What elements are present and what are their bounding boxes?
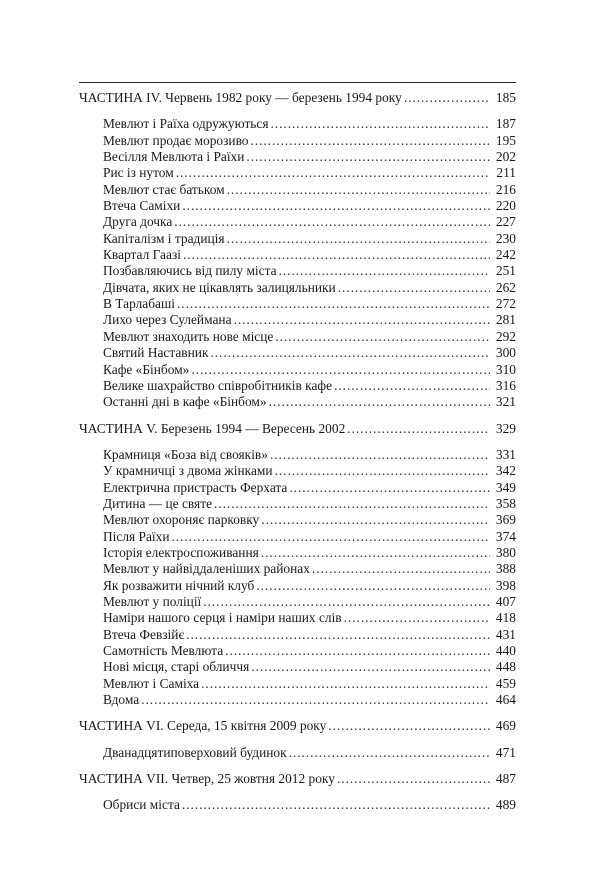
chapter-title: Обриси міста bbox=[103, 797, 180, 813]
toc-part-block bbox=[79, 771, 516, 814]
chapter-title: Наміри нашого серця і наміри наших слів bbox=[103, 610, 342, 626]
page-number: 398 bbox=[495, 577, 516, 593]
toc-chapter-entry bbox=[79, 692, 516, 708]
dot-leader bbox=[172, 529, 491, 545]
dot-leader bbox=[269, 394, 490, 410]
page-number: 471 bbox=[495, 744, 516, 760]
toc-chapter-entry bbox=[79, 676, 516, 692]
dot-leader bbox=[344, 610, 490, 626]
dot-leader bbox=[141, 692, 490, 708]
toc-chapter-entry bbox=[79, 496, 516, 512]
toc-chapter-entry bbox=[79, 394, 516, 410]
toc-chapter-entry bbox=[79, 149, 516, 165]
toc-chapter-entry bbox=[79, 627, 516, 643]
toc-chapter-entry bbox=[79, 745, 516, 761]
chapter-title: В Тарлабаші bbox=[103, 296, 176, 312]
dot-leader bbox=[261, 545, 490, 561]
toc-chapter-entry bbox=[79, 797, 516, 813]
top-rule bbox=[79, 82, 516, 83]
page-number: 202 bbox=[495, 149, 516, 165]
toc-chapter-entry bbox=[79, 329, 516, 345]
dot-leader bbox=[289, 480, 490, 496]
toc-chapter-entry bbox=[79, 378, 516, 394]
page-number: 380 bbox=[495, 544, 516, 560]
page-number: 211 bbox=[496, 165, 516, 181]
toc-chapter-entry bbox=[79, 362, 516, 378]
dot-leader bbox=[337, 771, 490, 787]
toc-chapter-entry bbox=[79, 512, 516, 528]
chapter-title: Дитина — це святе bbox=[103, 495, 213, 511]
toc-part-block bbox=[79, 421, 516, 709]
toc-chapter-entry bbox=[79, 561, 516, 577]
toc-chapter-entry bbox=[79, 133, 516, 149]
dot-leader bbox=[191, 362, 490, 378]
page-number: 487 bbox=[495, 771, 516, 787]
chapter-title: Мевлют стає батьком bbox=[103, 181, 225, 197]
page-number: 342 bbox=[495, 463, 516, 479]
toc-part-entry bbox=[79, 90, 516, 106]
toc-chapter-entry bbox=[79, 463, 516, 479]
part-title: ЧАСТИНА VI. Середа, 15 квітня 2009 року bbox=[79, 718, 327, 734]
chapter-title: Дівчата, яких не цікавлять залицяльники bbox=[103, 279, 336, 295]
page-number: 251 bbox=[495, 263, 516, 279]
page-number: 316 bbox=[495, 377, 516, 393]
page-number: 272 bbox=[495, 296, 516, 312]
page-number: 262 bbox=[495, 279, 516, 295]
dot-leader bbox=[227, 231, 490, 247]
dot-leader bbox=[177, 296, 490, 312]
dot-leader bbox=[174, 214, 490, 230]
chapter-title: Історія електроспоживання bbox=[103, 544, 259, 560]
chapter-title: Лихо через Сулеймана bbox=[103, 312, 232, 328]
dot-leader bbox=[270, 447, 490, 463]
toc-chapter-entry bbox=[79, 345, 516, 361]
toc-chapter-entry bbox=[79, 263, 516, 279]
toc-part-entry bbox=[79, 718, 516, 734]
chapter-title: Електрична пристрасть Ферхата bbox=[103, 479, 288, 495]
toc-part-entry bbox=[79, 421, 516, 437]
chapter-title: Нові місця, старі обличчя bbox=[103, 659, 250, 675]
toc-chapter-entry bbox=[79, 312, 516, 328]
chapter-title: Велике шахрайство співробітників кафе bbox=[103, 377, 333, 393]
toc-chapter-entry bbox=[79, 214, 516, 230]
page-number: 464 bbox=[495, 692, 516, 708]
part-title: ЧАСТИНА V. Березень 1994 — Вересень 2002 bbox=[79, 420, 346, 436]
page-number: 310 bbox=[495, 361, 516, 377]
chapter-title: Як розважити нічний клуб bbox=[103, 577, 255, 593]
chapter-title: Втеча Саміхи bbox=[103, 198, 181, 214]
page-number: 300 bbox=[495, 345, 516, 361]
dot-leader bbox=[251, 133, 491, 149]
part-title: ЧАСТИНА VII. Четвер, 25 жовтня 2012 року bbox=[79, 771, 335, 787]
dot-leader bbox=[176, 165, 490, 181]
chapter-title: Мевлют у найвіддаленіших районах bbox=[103, 561, 310, 577]
page-number: 230 bbox=[495, 230, 516, 246]
dot-leader bbox=[275, 463, 490, 479]
toc-chapter-entry bbox=[79, 165, 516, 181]
chapter-title: Мевлют і Саміха bbox=[103, 675, 200, 691]
page-number: 321 bbox=[495, 394, 516, 410]
chapter-title: Крамниця «Боза від свояків» bbox=[103, 446, 268, 462]
toc-part-entry bbox=[79, 771, 516, 787]
toc-chapter-entry bbox=[79, 280, 516, 296]
page-number: 227 bbox=[495, 214, 516, 230]
dot-leader bbox=[279, 263, 490, 279]
dot-leader bbox=[261, 512, 490, 528]
chapter-title: Кафе «Бінбом» bbox=[103, 361, 190, 377]
toc-chapter-entry bbox=[79, 116, 516, 132]
toc-chapter-entry bbox=[79, 529, 516, 545]
chapter-title: Втеча Февзійє bbox=[103, 626, 185, 642]
dot-leader bbox=[183, 247, 490, 263]
page-number: 431 bbox=[495, 626, 516, 642]
toc-chapter-entry bbox=[79, 198, 516, 214]
dot-leader bbox=[271, 116, 490, 132]
chapter-title: Капіталізм і традиція bbox=[103, 230, 225, 246]
toc-chapter-entry bbox=[79, 610, 516, 626]
dot-leader bbox=[289, 745, 490, 761]
chapter-title: Мевлют і Раїха одружуються bbox=[103, 116, 269, 132]
dot-leader bbox=[256, 578, 490, 594]
chapter-title: Мевлют знаходить нове місце bbox=[103, 328, 274, 344]
page-number: 216 bbox=[495, 181, 516, 197]
dot-leader bbox=[251, 659, 490, 675]
dot-leader bbox=[214, 496, 490, 512]
dot-leader bbox=[201, 676, 490, 692]
page-number: 349 bbox=[495, 479, 516, 495]
page-number: 459 bbox=[495, 675, 516, 691]
chapter-title: Мевлют продає морозиво bbox=[103, 132, 249, 148]
dot-leader bbox=[203, 594, 490, 610]
chapter-title: Самотність Мевлюта bbox=[103, 643, 224, 658]
toc-chapter-entry bbox=[79, 643, 516, 659]
page-number: 388 bbox=[495, 561, 516, 577]
toc-chapter-entry bbox=[79, 231, 516, 247]
chapter-title: Друга дочка bbox=[103, 214, 173, 230]
table-of-contents bbox=[79, 90, 516, 824]
toc-chapter-entry bbox=[79, 447, 516, 463]
chapter-title: Останні дні в кафе «Бінбом» bbox=[103, 394, 267, 410]
page-number: 489 bbox=[495, 797, 516, 813]
chapter-title: Мевлют у поліції bbox=[103, 593, 202, 609]
page-number: 469 bbox=[495, 718, 516, 734]
page-number: 448 bbox=[495, 659, 516, 675]
toc-chapter-entry bbox=[79, 659, 516, 675]
dot-leader bbox=[246, 149, 490, 165]
dot-leader bbox=[182, 797, 490, 813]
part-title: ЧАСТИНА IV. Червень 1982 року — березень 1994 року bbox=[79, 90, 402, 105]
page-number: 292 bbox=[495, 328, 516, 344]
toc-chapter-entry bbox=[79, 247, 516, 263]
dot-leader bbox=[404, 90, 490, 106]
dot-leader bbox=[182, 198, 490, 214]
toc-chapter-entry bbox=[79, 594, 516, 610]
toc-chapter-entry bbox=[79, 545, 516, 561]
page-number: 195 bbox=[495, 132, 516, 148]
chapter-title: Весілля Мевлюта і Раїхи bbox=[103, 149, 245, 165]
page-number: 369 bbox=[495, 512, 516, 528]
chapter-title: Мевлют охороняє парковку bbox=[103, 512, 260, 528]
page-number: 331 bbox=[495, 446, 516, 462]
page-number: 440 bbox=[495, 643, 516, 658]
dot-leader bbox=[328, 718, 490, 734]
dot-leader bbox=[334, 378, 490, 394]
chapter-title: Позбавляючись від пилу міста bbox=[103, 263, 277, 279]
chapter-title: Після Раїхи bbox=[103, 528, 170, 544]
chapter-title: Рис із нутом bbox=[103, 165, 174, 181]
page-number: 187 bbox=[495, 116, 516, 132]
page-number: 407 bbox=[495, 593, 516, 609]
chapter-title: Вдома bbox=[103, 692, 140, 708]
toc-chapter-entry bbox=[79, 480, 516, 496]
page-number: 242 bbox=[495, 247, 516, 263]
page-number: 281 bbox=[495, 312, 516, 328]
dot-leader bbox=[338, 280, 490, 296]
page-number: 374 bbox=[495, 528, 516, 544]
dot-leader bbox=[210, 345, 490, 361]
dot-leader bbox=[227, 182, 490, 198]
page-number: 185 bbox=[495, 90, 516, 105]
dot-leader bbox=[234, 312, 490, 328]
chapter-title: Дванадцятиповерховий будинок bbox=[103, 744, 287, 760]
dot-leader bbox=[275, 329, 490, 345]
page-number: 418 bbox=[495, 610, 516, 626]
page-number: 329 bbox=[495, 420, 516, 436]
dot-leader bbox=[312, 561, 490, 577]
chapter-title: Святий Наставник bbox=[103, 345, 209, 361]
dot-leader bbox=[347, 421, 490, 437]
chapter-title: Квартал Гаазі bbox=[103, 247, 181, 263]
toc-chapter-entry bbox=[79, 296, 516, 312]
toc-part-block bbox=[79, 90, 516, 411]
toc-chapter-entry bbox=[79, 182, 516, 198]
page-number: 220 bbox=[495, 198, 516, 214]
toc-part-block bbox=[79, 718, 516, 761]
chapter-title: У крамничці з двома жінками bbox=[103, 463, 273, 479]
dot-leader bbox=[186, 627, 490, 643]
toc-chapter-entry bbox=[79, 578, 516, 594]
dot-leader bbox=[225, 643, 490, 659]
page-number: 358 bbox=[495, 495, 516, 511]
